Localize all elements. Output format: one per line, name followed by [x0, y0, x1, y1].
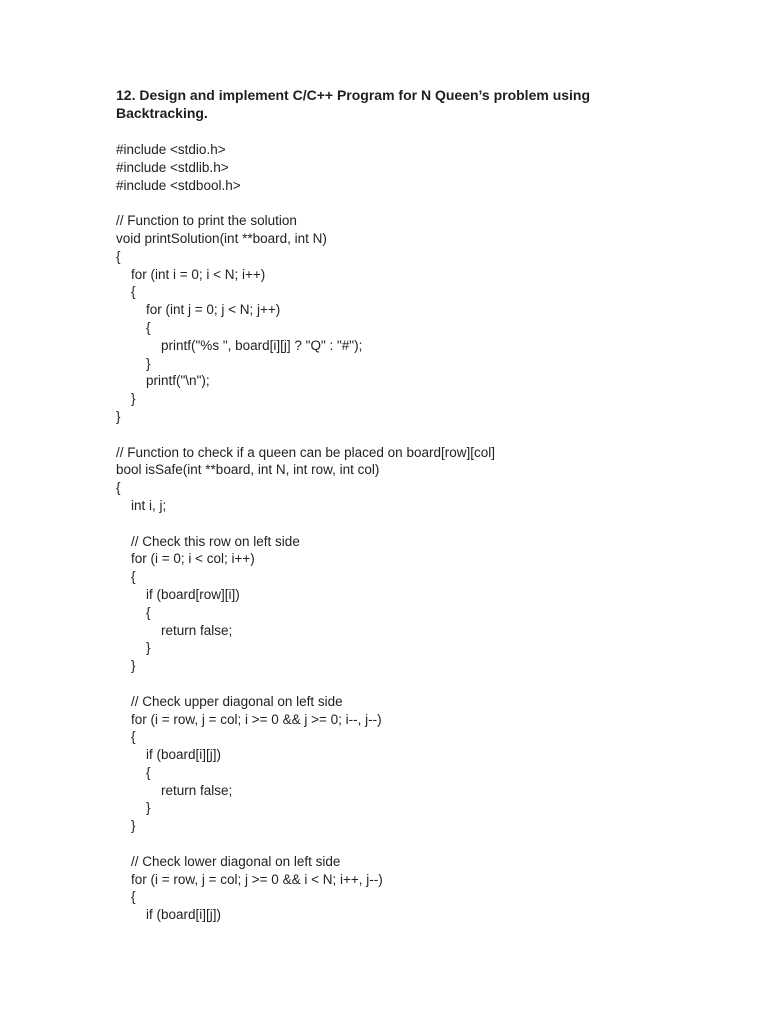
- code-line: for (i = row, j = col; j >= 0 && i < N; i++, j--): [116, 871, 383, 887]
- code-line: for (int j = 0; j < N; j++): [116, 302, 281, 318]
- code-line: void printSolution(int **board, int N): [116, 230, 327, 246]
- code-line: return false;: [116, 782, 233, 798]
- code-line: for (i = row, j = col; i >= 0 && j >= 0; i--, j--): [116, 711, 382, 727]
- document-title: [116, 86, 616, 122]
- title-line: 12. Design and implement C/C++ Program for N Queen’s problem using: [116, 87, 591, 103]
- code-line: for (int i = 0; i < N; i++): [116, 266, 266, 282]
- code-line: }: [116, 800, 151, 816]
- code-line: if (board[i][j]): [116, 907, 222, 923]
- code-line: return false;: [116, 622, 233, 638]
- code-line: // Function to check if a queen can be placed on board[row][col]: [116, 444, 495, 460]
- code-line: }: [116, 391, 136, 407]
- code-line: if (board[i][j]): [116, 747, 222, 763]
- code-line: int i, j;: [116, 497, 167, 513]
- code-line: if (board[row][i]): [116, 586, 240, 602]
- code-line: // Check this row on left side: [116, 533, 300, 549]
- code-line: {: [116, 480, 121, 496]
- code-line: // Check upper diagonal on left side: [116, 693, 343, 709]
- code-line: #include <stdlib.h>: [116, 159, 229, 175]
- code-line: }: [116, 408, 121, 424]
- code-line: // Check lower diagonal on left side: [116, 853, 341, 869]
- code-line: [116, 675, 716, 693]
- code-line: }: [116, 658, 136, 674]
- code-line: }: [116, 355, 151, 371]
- code-line: }: [116, 640, 151, 656]
- code-line: for (i = 0; i < col; i++): [116, 551, 255, 567]
- code-line: printf("%s ", board[i][j] ? "Q" : "#");: [116, 337, 363, 353]
- code-line: {: [116, 764, 151, 780]
- code-line: printf("\n");: [116, 373, 210, 389]
- code-line: // Function to print the solution: [116, 213, 297, 229]
- code-line: [116, 515, 716, 533]
- code-line: [116, 194, 716, 212]
- code-line: {: [116, 284, 136, 300]
- code-line: [116, 426, 716, 444]
- title-line: Backtracking.: [116, 105, 208, 121]
- code-line: {: [116, 319, 151, 335]
- code-line: {: [116, 248, 121, 264]
- code-line: bool isSafe(int **board, int N, int row, int col): [116, 462, 380, 478]
- code-line: #include <stdbool.h>: [116, 177, 241, 193]
- code-line: {: [116, 569, 136, 585]
- code-line: }: [116, 818, 136, 834]
- code-line: {: [116, 889, 136, 905]
- code-line: {: [116, 604, 151, 620]
- code-line: [116, 835, 716, 853]
- code-line: {: [116, 729, 136, 745]
- code-listing: [116, 141, 716, 924]
- code-line: #include <stdio.h>: [116, 142, 226, 157]
